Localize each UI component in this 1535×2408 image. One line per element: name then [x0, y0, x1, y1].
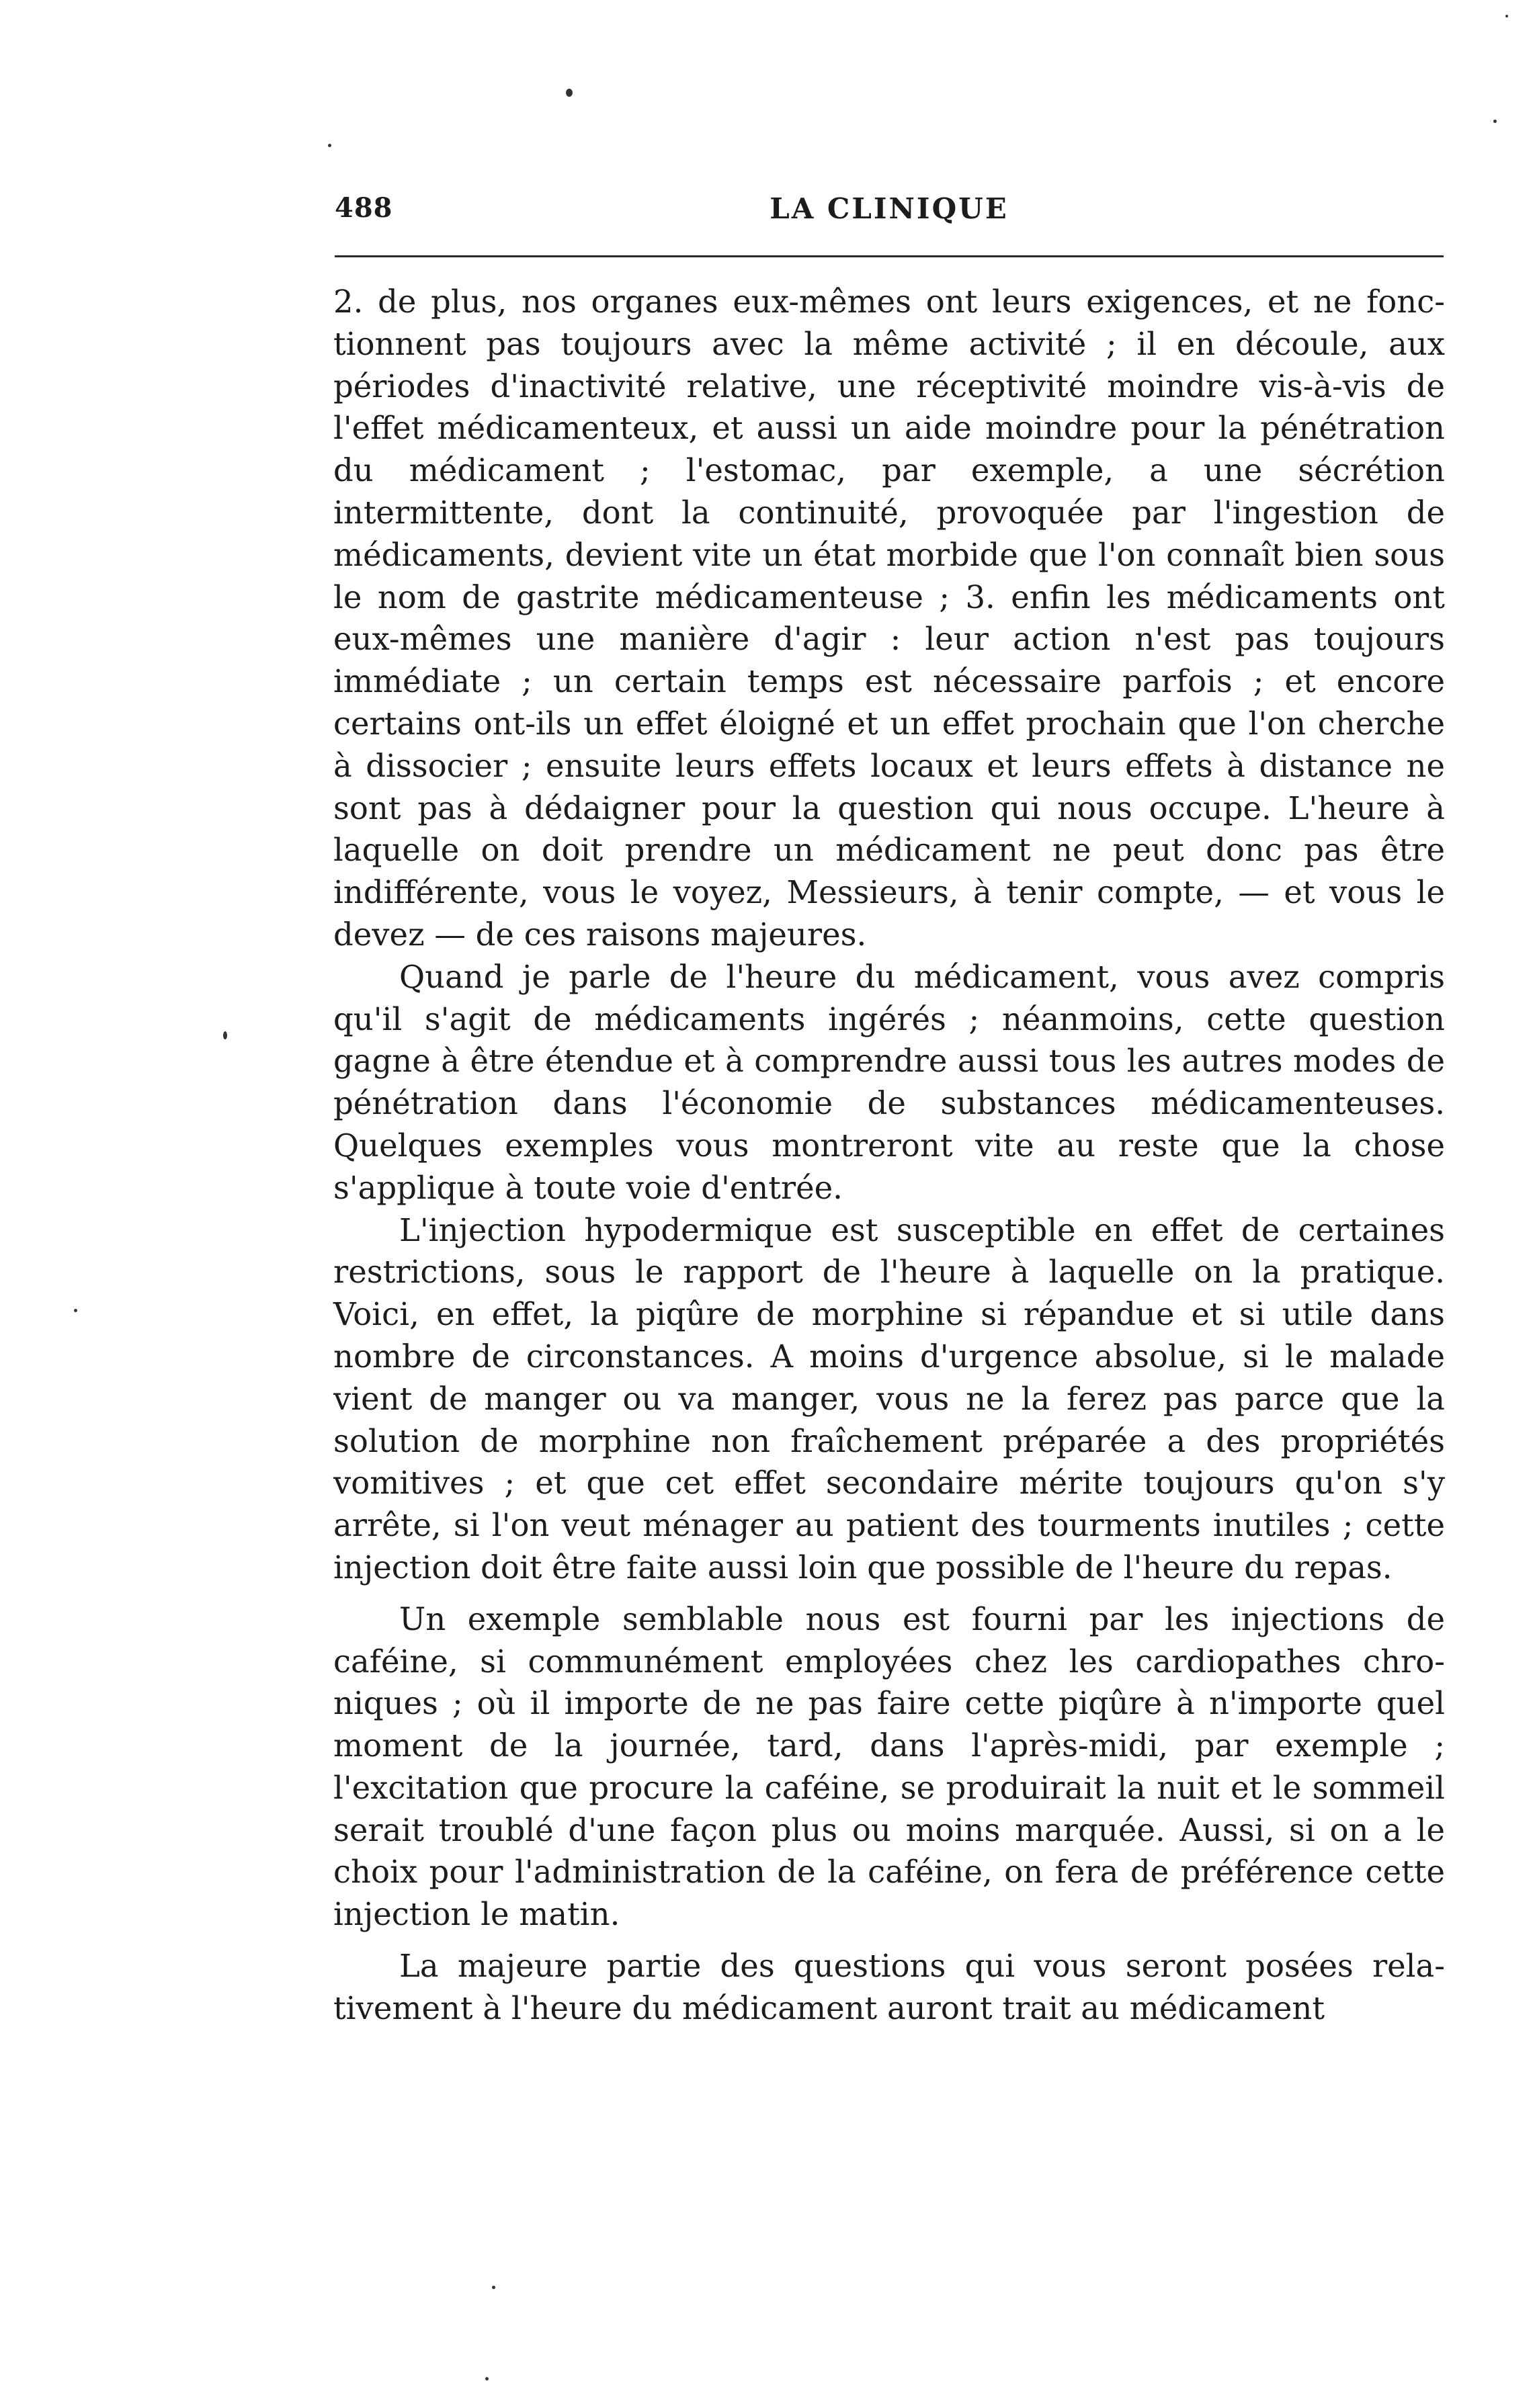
header-rule: [335, 255, 1444, 257]
scan-speck: [492, 2286, 495, 2289]
scan-speck: [1493, 120, 1497, 123]
scan-speck: [328, 144, 331, 147]
scan-speck: [223, 1031, 227, 1039]
paragraph-3: L'injection hypodermique est susceptible en effet de certaines restrictions, sous le rapport de l'heure à laquelle on la pratique. Voici, en effet, la piqûre de morphine si répandue et si utile dans nombre de circonstances. A moins d'urgence absolue, si le malade vient de manger ou va manger, vous ne la ferez pas parce que la solution de morphine non fraîchement préparée a des propriétés vomitives ; et que cet effet secondaire mérite toujours qu'on s'y arrête, si l'on veut ménager au patient des tourments inutiles ; cette injection doit être faite aussi loin que possible de l'heure du repas.: [333, 1211, 1445, 1586]
scan-speck: [1505, 15, 1508, 17]
scan-speck: [74, 1309, 77, 1312]
running-title: LA CLINIQUE: [770, 192, 1009, 225]
page-header: [335, 183, 1444, 236]
paragraph-1: 2. de plus, nos organes eux-mêmes ont leurs exigences, et ne fonctionnent pas toujours avec la même activité ; il en découle, aux périodes d'inactivité relative, une réceptivité moindre vis-à-vis de l'effet médicamenteux, et aussi un aide moindre pour la pénétration du médicament ; l'estomac, par exemple, a une sécrétion intermittente, dont la continuité, provoquée par l'ingestion de médicaments, devient vite un état morbide que l'on connaît bien sous le nom de gastrite médicamenteuse ; 3. enfin les médicaments ont eux-mêmes une manière d'agir : leur action n'est pas toujours immédiate ; un certain temps est nécessaire parfois ; et encore certains ont-ils un effet éloigné et un effet prochain que l'on cherche à dissocier ; ensuite leurs effets locaux et leurs effets à distance ne sont pas à dédaigner pour la question qui nous occupe. L'heure à laquelle on doit prendre un médicament ne peut donc pas être indifférente, vous le voyez, Messieurs, à tenir compte, — et vous le devez — de ces raisons majeures.: [333, 284, 1445, 953]
body-text: [333, 281, 1445, 2030]
scan-speck: [485, 2377, 489, 2380]
paragraph-4: Un exemple semblable nous est fourni par les injections de caféine, si communément employées chez les cardiopathes chroniques ; où il importe de ne pas faire cette piqûre à n'importe quel moment de la journée, tard, dans l'après-midi, par exemple ; l'excitation que procure la caféine, se produirait la nuit et le sommeil serait troublé d'une façon plus ou moins marquée. Aussi, si on a le choix pour l'administration de la caféine, on fera de préférence cette injection le matin.: [333, 1600, 1445, 1933]
paragraph-2: Quand je parle de l'heure du médicament, vous avez compris qu'il s'agit de médicaments ingérés ; néanmoins, cette question gagne à être étendue et à comprendre aussi tous les autres modes de pénétration dans l'économie de substances médicamenteuses. Quelques exemples vous montreront vite au reste que la chose s'applique à toute voie d'entrée.: [333, 958, 1445, 1206]
page-number: 488: [335, 192, 393, 224]
paragraph-5: La majeure partie des questions qui vous seront posées relativement à l'heure du médicament auront trait au médicament: [333, 1948, 1445, 2026]
scan-speck: [566, 89, 573, 97]
